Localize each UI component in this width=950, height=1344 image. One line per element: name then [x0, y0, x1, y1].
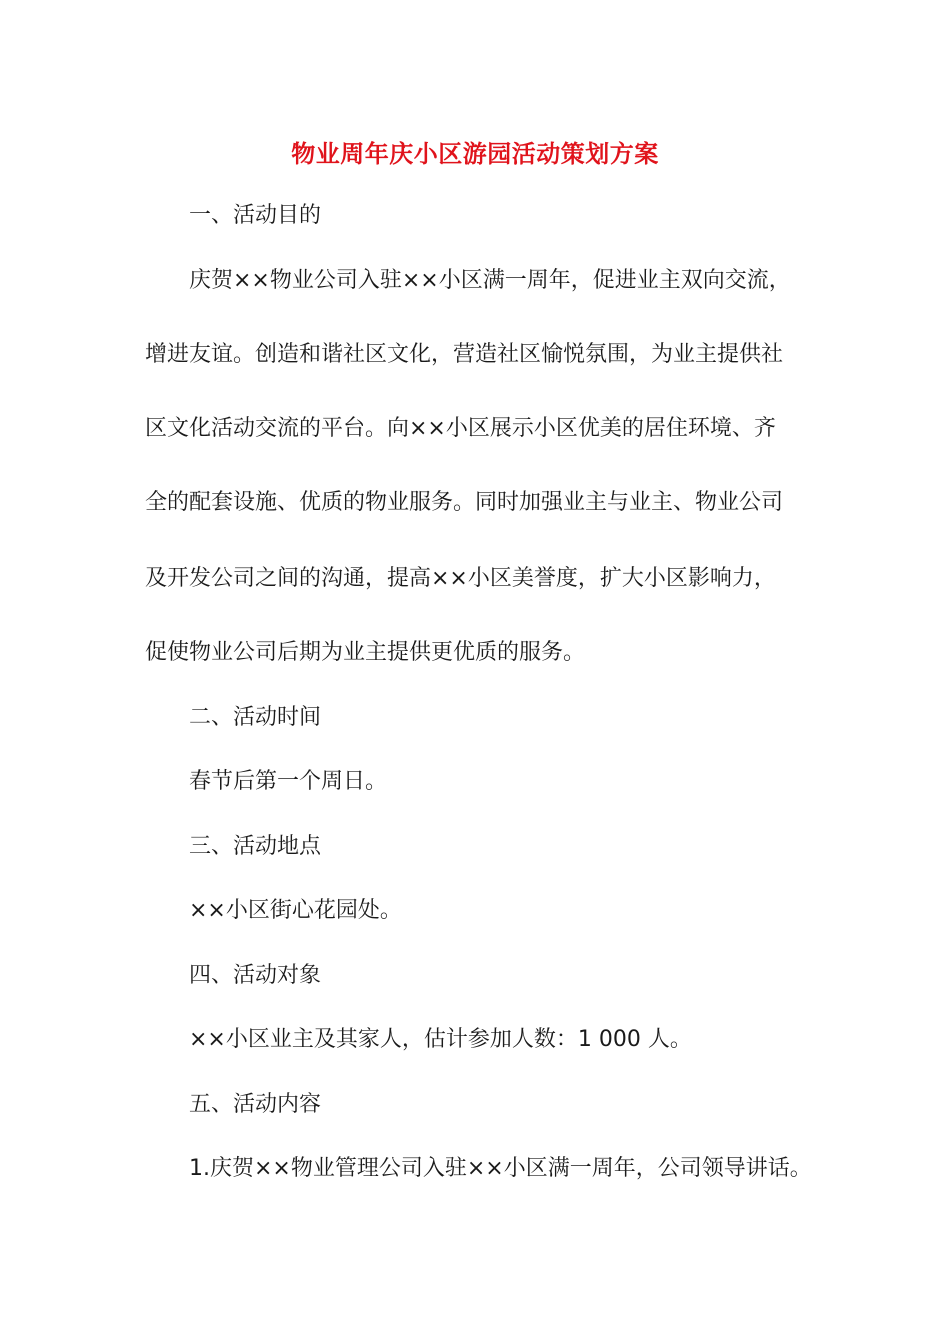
paragraph-line: 庆贺××物业公司入驻××小区满一周年，促进业主双向交流，	[189, 268, 791, 293]
paragraph-line: 区文化活动交流的平台。向××小区展示小区优美的居住环境、齐	[145, 416, 776, 441]
section-text-time: 春节后第一个周日。	[189, 769, 388, 794]
section-heading-content: 五、活动内容	[189, 1092, 322, 1117]
section-text-location: ××小区街心花园处。	[189, 898, 402, 923]
section-heading-time: 二、活动时间	[189, 705, 322, 730]
section-heading-location: 三、活动地点	[189, 834, 322, 859]
section-heading-purpose: 一、活动目的	[189, 203, 322, 228]
content-item: 1.庆贺××物业管理公司入驻××小区满一周年，公司领导讲话。	[189, 1156, 812, 1181]
paragraph-line: 增进友谊。创造和谐社区文化，营造社区愉悦氛围，为业主提供社	[145, 342, 784, 367]
paragraph-line: 促使物业公司后期为业主提供更优质的服务。	[145, 640, 586, 665]
section-text-audience: ××小区业主及其家人，估计参加人数：1 000 人。	[189, 1027, 692, 1052]
document-title: 物业周年庆小区游园活动策划方案	[291, 140, 659, 168]
paragraph-line: 全的配套设施、优质的物业服务。同时加强业主与业主、物业公司	[145, 490, 784, 515]
section-heading-audience: 四、活动对象	[189, 963, 322, 988]
paragraph-line: 及开发公司之间的沟通，提高××小区美誉度，扩大小区影响力，	[145, 566, 776, 591]
